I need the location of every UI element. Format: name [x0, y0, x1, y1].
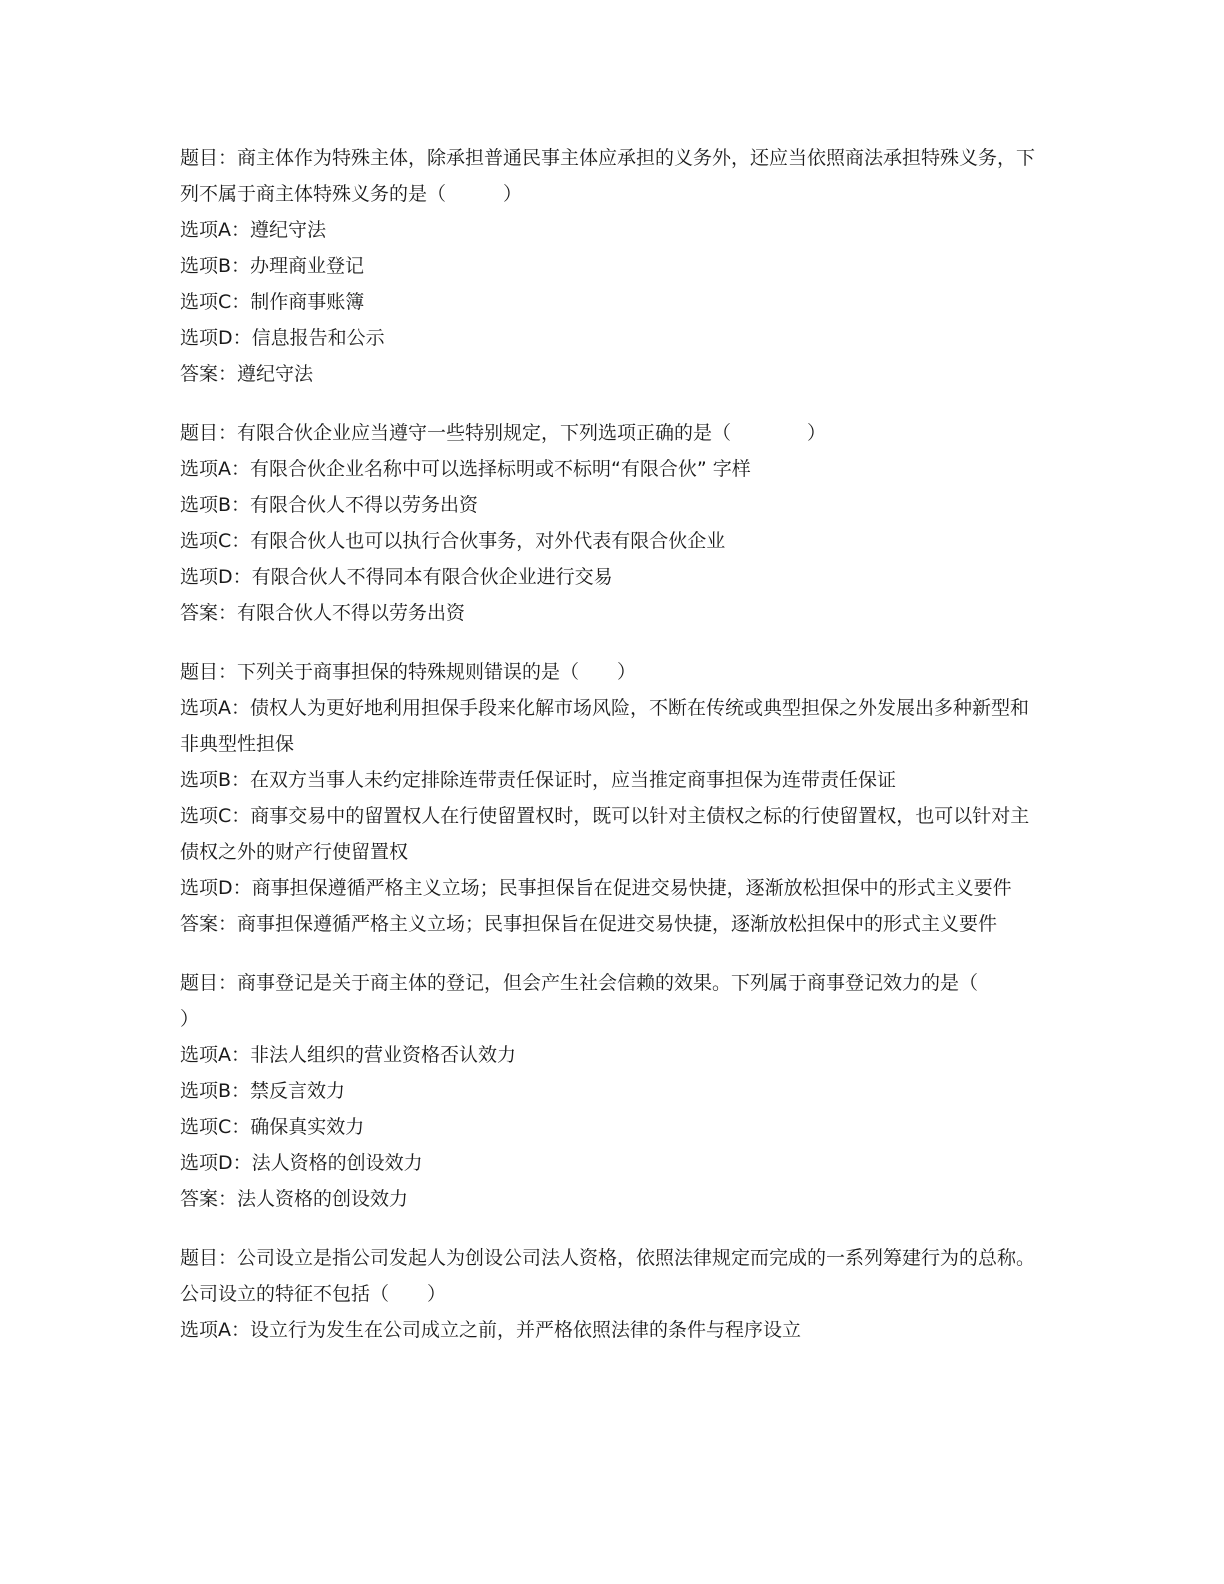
option-label: 选项A：	[180, 1044, 250, 1066]
title-label: 题目：	[180, 661, 238, 683]
option-c	[180, 284, 1040, 320]
option-a	[180, 451, 1040, 487]
option-b	[180, 762, 1040, 798]
option-label: 选项B：	[180, 255, 251, 277]
option-text: 有限合伙人也可以执行合伙事务，对外代表有限合伙企业	[250, 530, 726, 552]
option-label: 选项B：	[180, 494, 251, 516]
question-block	[180, 654, 1040, 942]
option-text: 商事交易中的留置权人在行使留置权时，既可以针对主债权之标的行使留置权，也可以针对主债权之外的财产行使留置权	[180, 805, 1030, 863]
option-b	[180, 487, 1040, 523]
answer-line	[180, 1181, 1040, 1217]
option-text: 在双方当事人未约定排除连带责任保证时，应当推定商事担保为连带责任保证	[250, 769, 897, 791]
document-page	[180, 140, 1040, 1584]
question-title	[180, 1240, 1040, 1312]
option-c	[180, 523, 1040, 559]
option-a	[180, 690, 1040, 762]
answer-line	[180, 356, 1040, 392]
answer-label: 答案：	[180, 1188, 238, 1210]
option-c	[180, 1109, 1040, 1145]
option-text: 债权人为更好地利用担保手段来化解市场风险，不断在传统或典型担保之外发展出多种新型和非典型性担保	[180, 697, 1030, 755]
option-label: 选项B：	[180, 769, 251, 791]
option-text: 有限合伙人不得以劳务出资	[250, 494, 479, 516]
question-block	[180, 415, 1040, 631]
option-c	[180, 798, 1040, 870]
question-title	[180, 965, 1040, 1037]
answer-text: 法人资格的创设效力	[237, 1188, 409, 1210]
option-label: 选项A：	[180, 697, 250, 719]
answer-text: 商事担保遵循严格主义立场；民事担保旨在促进交易快捷，逐渐放松担保中的形式主义要件	[237, 913, 998, 935]
option-a	[180, 212, 1040, 248]
option-text: 遵纪守法	[250, 219, 327, 241]
question-block	[180, 965, 1040, 1217]
answer-label: 答案：	[180, 602, 238, 624]
answer-label: 答案：	[180, 363, 238, 385]
option-d	[180, 1145, 1040, 1181]
option-label: 选项A：	[180, 458, 250, 480]
question-title	[180, 140, 1040, 212]
answer-text: 遵纪守法	[237, 363, 314, 385]
option-text: 确保真实效力	[250, 1116, 365, 1138]
option-b	[180, 1073, 1040, 1109]
option-text: 有限合伙人不得同本有限合伙企业进行交易	[251, 566, 613, 588]
option-label: 选项C：	[180, 530, 251, 552]
answer-text: 有限合伙人不得以劳务出资	[237, 602, 466, 624]
option-text: 信息报告和公示	[251, 327, 385, 349]
option-label: 选项D：	[180, 327, 252, 349]
title-label: 题目：	[180, 147, 238, 169]
option-text: 商事担保遵循严格主义立场；民事担保旨在促进交易快捷，逐渐放松担保中的形式主义要件	[251, 877, 1012, 899]
option-a	[180, 1037, 1040, 1073]
title-label: 题目：	[180, 1247, 238, 1269]
option-d	[180, 870, 1040, 906]
title-text: 商主体作为特殊主体，除承担普通民事主体应承担的义务外，还应当依照商法承担特殊义务，下列不属于商主体特殊义务的是（ ）	[180, 147, 1036, 205]
title-text: 下列关于商事担保的特殊规则错误的是（ ）	[237, 661, 637, 683]
question-block	[180, 140, 1040, 392]
option-label: 选项B：	[180, 1080, 251, 1102]
option-label: 选项D：	[180, 1152, 252, 1174]
option-text: 非法人组织的营业资格否认效力	[250, 1044, 517, 1066]
option-label: 选项D：	[180, 566, 252, 588]
option-d	[180, 320, 1040, 356]
option-label: 选项A：	[180, 1319, 250, 1341]
answer-label: 答案：	[180, 913, 238, 935]
option-label: 选项D：	[180, 877, 252, 899]
question-title	[180, 654, 1040, 690]
option-d	[180, 559, 1040, 595]
option-label: 选项C：	[180, 291, 251, 313]
option-label: 选项C：	[180, 805, 251, 827]
option-text: 有限合伙企业名称中可以选择标明或不标明“有限合伙” 字样	[250, 458, 751, 480]
title-text: 有限合伙企业应当遵守一些特别规定，下列选项正确的是（ ）	[237, 422, 827, 444]
option-text: 法人资格的创设效力	[251, 1152, 423, 1174]
question-block	[180, 1240, 1040, 1348]
option-text: 制作商事账簿	[250, 291, 365, 313]
question-title	[180, 415, 1040, 451]
title-label: 题目：	[180, 972, 238, 994]
option-text: 设立行为发生在公司成立之前，并严格依照法律的条件与程序设立	[250, 1319, 802, 1341]
answer-line	[180, 595, 1040, 631]
answer-line	[180, 906, 1040, 942]
option-text: 禁反言效力	[250, 1080, 346, 1102]
title-text: 商事登记是关于商主体的登记，但会产生社会信赖的效果。下列属于商事登记效力的是（ ）	[180, 972, 1036, 1030]
option-label: 选项C：	[180, 1116, 251, 1138]
title-text: 公司设立是指公司发起人为创设公司法人资格，依照法律规定而完成的一系列筹建行为的总称。公司设立的特征不包括（ ）	[180, 1247, 1036, 1305]
option-label: 选项A：	[180, 219, 250, 241]
option-b	[180, 248, 1040, 284]
option-a	[180, 1312, 1040, 1348]
option-text: 办理商业登记	[250, 255, 365, 277]
title-label: 题目：	[180, 422, 238, 444]
